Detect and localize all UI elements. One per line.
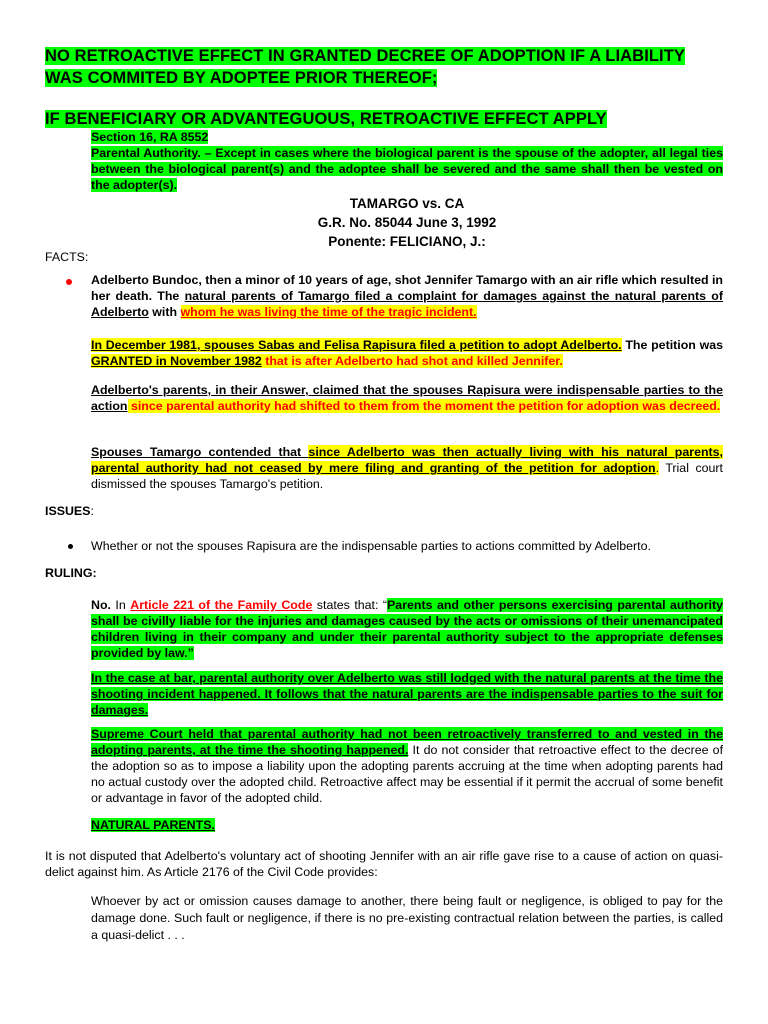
- ruling-states: states that: “: [312, 598, 388, 612]
- facts-p4-period: .: [655, 461, 660, 475]
- ruling-paragraph-1: [91, 597, 723, 661]
- bullet-icon: [68, 544, 73, 549]
- facts-p3-underlined: Adelberto's parents, in their Answer, claimed that the spouses Rapisura were indispensable parties to the action: [91, 383, 723, 413]
- facts-p1-with: with: [148, 305, 181, 319]
- ruling-p3-highlight: Supreme Court held that parental authority had not been retroactively transferred to and vested in the adopting parents, at the time the shooting happened.: [91, 727, 723, 757]
- ruling-p2-highlight: In the case at bar, parental authority over Adelberto was still lodged with the natural parents at the time the shooting incident happened. It follows that the natural parents are the indispensable parties to the suit for damages.: [91, 671, 723, 717]
- issues-label: [45, 503, 94, 519]
- issues-label-text: ISSUES: [45, 504, 91, 518]
- ruling-article-link: Article 221 of the Family Code: [130, 598, 313, 612]
- facts-p2-text: The petition was: [621, 338, 723, 352]
- facts-label: FACTS:: [45, 250, 89, 264]
- main-heading: [45, 45, 725, 89]
- natural-parents-heading: [91, 817, 723, 833]
- ruling-paragraph-3: [91, 726, 723, 806]
- facts-paragraph-1: [91, 272, 723, 320]
- case-title: TAMARGO vs. CA: [349, 196, 465, 211]
- facts-p4-highlight: since Adelberto was then actually living with his natural parents, parental authority had not ceased by mere filing and granting of the petition for adoption: [91, 445, 723, 475]
- facts-p1-highlight: whom he was living the time of the tragic incident.: [180, 305, 477, 319]
- facts-p3-red: since parental authority had shifted to them from the moment the petition for adoption was decreed.: [127, 399, 721, 413]
- natural-parents-label: NATURAL PARENTS.: [91, 818, 215, 832]
- section-text: Parental Authority. – Except in cases where the biological parent is the spouse of the adopter, all legal ties between the biological parent(s) and the adoptee shall be severed and the same shall then be vested on the adopter(s).: [91, 146, 723, 192]
- ruling-paragraph-2: [91, 670, 723, 718]
- ruling-paragraph-4: It is not disputed that Adelberto's voluntary act of shooting Jennifer with an air rifle gave rise to a cause of action on quasi-delict against him. As Article 2176 of the Civil Code provides:: [45, 849, 723, 879]
- sub-heading-text: IF BENEFICIARY OR ADVANTEGUOUS, RETROACTIVE EFFECT APPLY: [45, 110, 607, 128]
- facts-p4-dismissed: Trial court dismissed the spouses Tamargo's petition.: [91, 461, 723, 491]
- facts-paragraph-3: [91, 382, 723, 414]
- facts-p1-underlined: natural parents of Tamargo filed a complaint for damages against the natural parents of Adelberto: [91, 289, 723, 319]
- ruling-quote: Parents and other persons exercising parental authority shall be civilly liable for the injuries and damages caused by the acts or omissions of their unemancipated children living in their company and under their parental authority subject to the appropriate defenses provided by law.”: [91, 598, 724, 660]
- civil-code-quote: Whoever by act or omission causes damage to another, there being fault or negligence, is obliged to pay for the damage done. Such fault or negligence, if there is no pre-existing contractual relation between the parties, is called a quasi-delict . . .: [91, 894, 723, 942]
- facts-p2-highlight: In December 1981, spouses Sabas and Felisa Rapisura filed a petition to adopt Adelberto.: [91, 338, 622, 352]
- section-block: [91, 129, 723, 193]
- issues-label-colon: :: [90, 504, 94, 518]
- facts-paragraph-4: [91, 444, 723, 492]
- ruling-label: RULING:: [45, 566, 97, 580]
- main-heading-line2: WAS COMMITED BY ADOPTEE PRIOR THEREOF;: [45, 69, 438, 87]
- ruling-no: No.: [91, 598, 111, 612]
- ruling-in: In: [110, 598, 131, 612]
- main-heading-line1: NO RETROACTIVE EFFECT IN GRANTED DECREE OF ADOPTION IF A LIABILITY: [45, 47, 686, 65]
- facts-p4-text: Spouses Tamargo contended that: [91, 445, 309, 459]
- section-ref: Section 16, RA 8552: [91, 130, 209, 144]
- case-ponente: Ponente: FELICIANO, J.:: [328, 234, 486, 249]
- issue-item-1: Whether or not the spouses Rapisura are the indispensable parties to actions committed by Adelberto.: [91, 539, 651, 553]
- bullet-icon: [66, 279, 72, 285]
- sub-heading: [45, 108, 725, 130]
- case-gr-number: G.R. No. 85044 June 3, 1992: [317, 215, 497, 230]
- facts-p1-text: Adelberto Bundoc, then a minor of 10 years of age, shot Jennifer Tamargo with an air rifle which resulted in her death. The: [91, 273, 723, 303]
- ruling-p3-text: It do not consider that retroactive effect to the decree of the adoption so as to impose a liability upon the adopting parents accruing at the time when adopting parents had no actual custody over the adopted child. Retroactive affect may be essential if it permit the accrual of some benefit or advantage in favor of the adopted child.: [91, 743, 724, 805]
- facts-paragraph-2: [91, 337, 723, 369]
- facts-p2-red: that is after Adelberto had shot and killed Jennifer.: [261, 354, 563, 368]
- facts-p2-granted: GRANTED in November 1982: [91, 354, 262, 368]
